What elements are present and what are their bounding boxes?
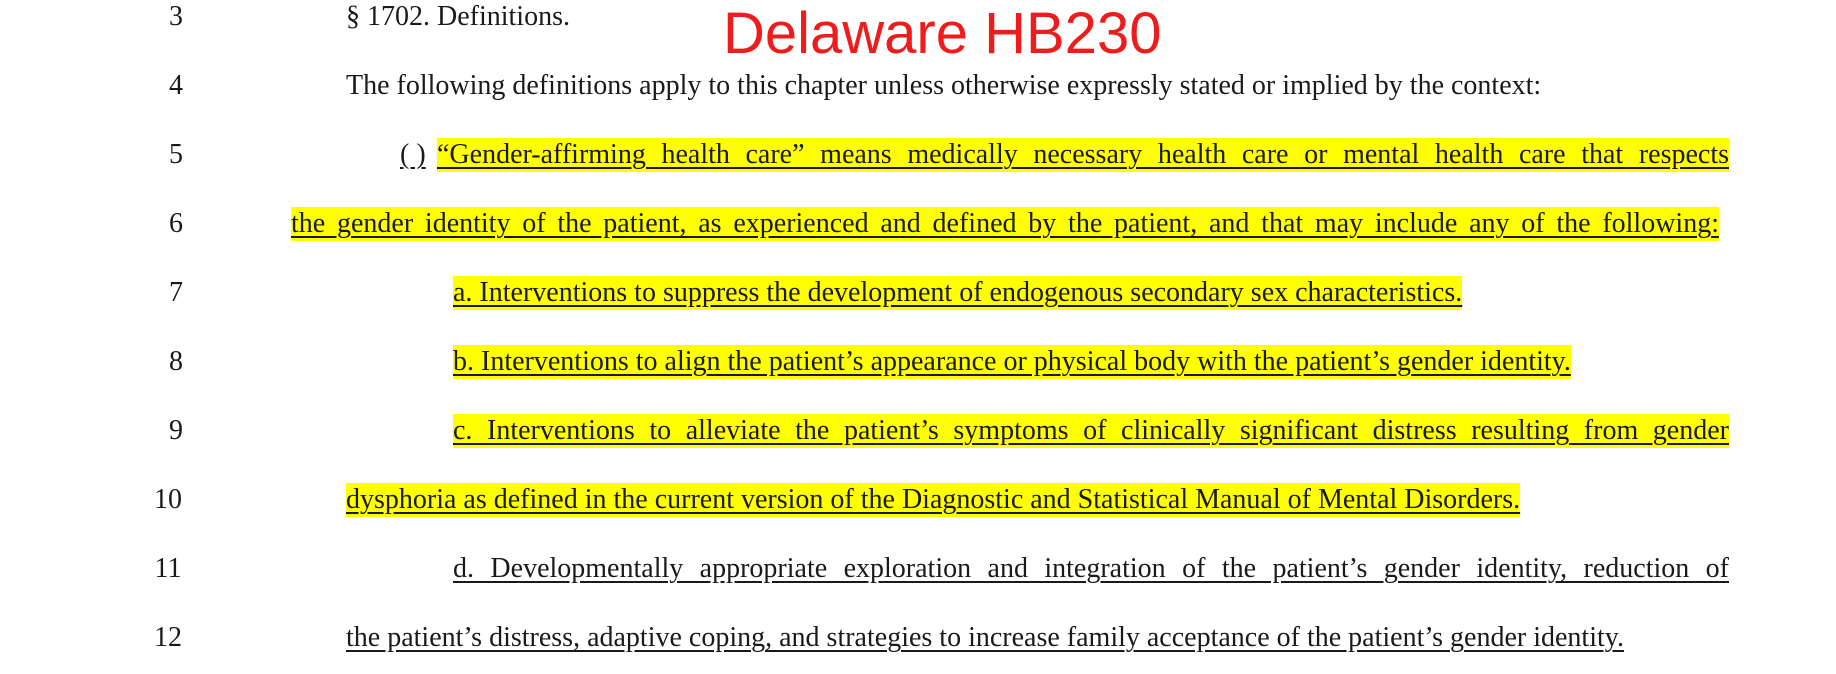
- definition-item-d: d. Developmentally appropriate exploration and integration of the patient’s gender identity, reduction of: [453, 553, 1729, 584]
- definitions-intro: The following definitions apply to this chapter unless otherwise expressly stated or implied by the context:: [346, 70, 1542, 101]
- line-number: 8: [169, 346, 183, 377]
- definition-text-line: “Gender-affirming health care” means medically necessary health care or mental health care that respects: [437, 139, 1729, 170]
- definition-text-line: the gender identity of the patient, as experienced and defined by the patient, and that may include any of the following:: [291, 208, 1719, 239]
- definition-item-a: a. Interventions to suppress the development of endogenous secondary sex characteristics.: [453, 277, 1463, 308]
- definition-item-b: b. Interventions to align the patient’s appearance or physical body with the patient’s gender identity.: [453, 346, 1571, 377]
- line-number: 3: [169, 1, 183, 32]
- definition-item-d-continued: the patient’s distress, adaptive coping, and strategies to increase family acceptance of the patient’s gender identity.: [346, 622, 1624, 653]
- line-number: 11: [154, 553, 182, 584]
- line-number: 4: [169, 70, 183, 101]
- line-number: 7: [169, 277, 183, 308]
- definition-item-c-continued: dysphoria as defined in the current version of the Diagnostic and Statistical Manual of Mental Disorders.: [346, 484, 1521, 515]
- line-number: 12: [154, 622, 182, 653]
- overlay-title: Delaware HB230: [723, 1, 1162, 66]
- line-number: 5: [169, 139, 183, 170]
- definition-item-c: c. Interventions to alleviate the patient’s symptoms of clinically significant distress resulting from gender: [453, 415, 1729, 446]
- line-number: 6: [169, 208, 183, 239]
- line-number: 10: [154, 484, 182, 515]
- section-heading: § 1702. Definitions.: [346, 1, 570, 32]
- line-number: 9: [169, 415, 183, 446]
- subsection-marker: ( ): [400, 139, 426, 170]
